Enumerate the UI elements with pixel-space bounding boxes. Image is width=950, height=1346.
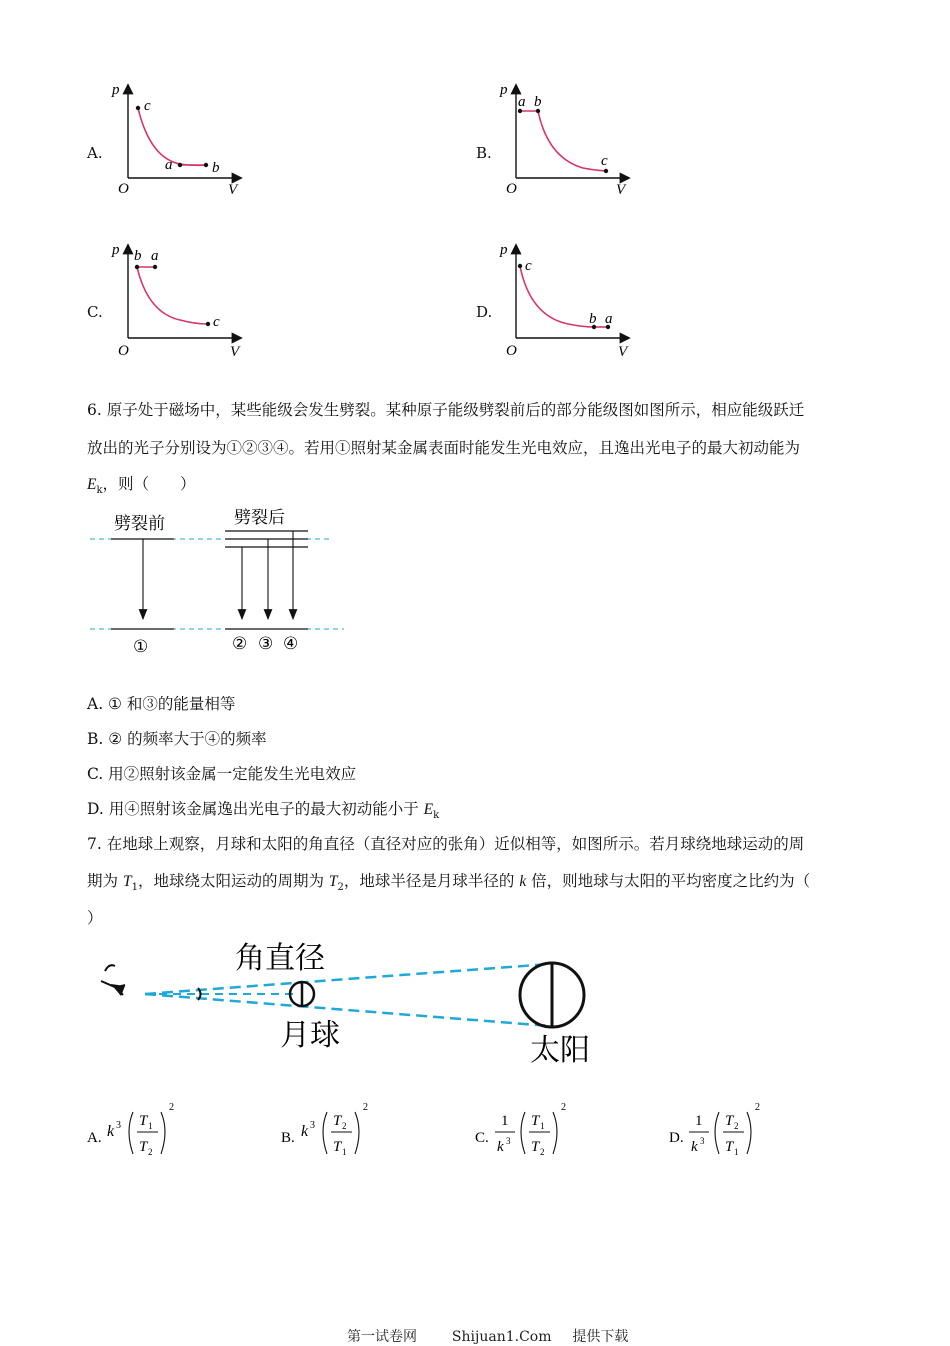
q5-option-a-graph — [100, 78, 260, 198]
svg-text:T: T — [139, 1139, 148, 1155]
svg-text:④: ④ — [283, 634, 299, 653]
svg-text:T: T — [333, 1139, 342, 1155]
q5-option-d-graph — [488, 238, 648, 360]
svg-text:B.: B. — [281, 1130, 295, 1146]
svg-text:1: 1 — [342, 1147, 347, 1157]
svg-text:T: T — [333, 1113, 342, 1129]
svg-text:V: V — [230, 344, 240, 360]
svg-text:k: k — [107, 1123, 115, 1140]
svg-text:2: 2 — [561, 1102, 566, 1113]
svg-text:2: 2 — [342, 1121, 347, 1131]
svg-text:3: 3 — [700, 1136, 705, 1146]
svg-text:c: c — [525, 258, 532, 274]
q7-option-b[interactable] — [281, 1102, 368, 1157]
q5-option-d-label: D. — [476, 303, 493, 321]
svg-text:2: 2 — [755, 1102, 760, 1113]
svg-text:k: k — [691, 1139, 698, 1155]
q7-stem-line2: 期为 $T_1$，地球绕太阳运动的周期为 $T_2$，地球半径是月球半径的 k 倍，则地球与太阳的平均密度之比约为（ — [87, 872, 811, 894]
q6-stem-line2: 放出的光子分别设为①②③④。若用①照射某金属表面时能发生光电效应，且逸出光电子的最大初动能为 — [87, 439, 801, 457]
svg-text:2: 2 — [169, 1102, 174, 1113]
svg-text:3: 3 — [506, 1136, 511, 1146]
svg-text:k: k — [497, 1139, 504, 1155]
svg-text:1: 1 — [148, 1121, 153, 1131]
svg-text:2: 2 — [540, 1147, 545, 1157]
svg-text:1: 1 — [734, 1147, 739, 1157]
svg-text:T: T — [725, 1139, 734, 1155]
svg-text:2: 2 — [734, 1121, 739, 1131]
svg-text:a: a — [151, 248, 159, 264]
point-c: c — [144, 98, 151, 114]
footer-tagline: 提供下载 — [572, 1329, 629, 1345]
svg-text:p: p — [500, 242, 508, 258]
label-before: 劈裂前 — [114, 514, 165, 533]
q6-option-d[interactable]: D. 用④照射该金属逸出光电子的最大初动能小于 $E_k$ — [87, 800, 440, 822]
svg-text:①: ① — [133, 637, 149, 656]
svg-text:③: ③ — [258, 634, 274, 653]
svg-text:T: T — [725, 1113, 734, 1129]
point-a: a — [165, 157, 173, 173]
q7-option-c[interactable] — [475, 1102, 566, 1157]
q5-option-c-label: C. — [87, 303, 103, 321]
svg-text:b: b — [589, 311, 597, 327]
q5-option-b-graph — [488, 78, 648, 198]
svg-text:a: a — [518, 94, 526, 110]
axis-origin: O — [118, 181, 129, 197]
svg-text:2: 2 — [363, 1102, 368, 1113]
q7-stem-line3: ） — [87, 909, 103, 927]
label-after: 劈裂后 — [234, 508, 285, 527]
svg-text:C.: C. — [475, 1130, 489, 1146]
svg-text:V: V — [618, 344, 628, 360]
svg-text:O: O — [118, 343, 129, 359]
svg-text:T: T — [531, 1139, 540, 1155]
svg-text:p: p — [112, 242, 120, 258]
axis-p: p — [112, 82, 120, 98]
q7-angular-diameter-figure — [95, 938, 605, 1068]
q7-stem-line1: 7. 在地球上观察，月球和太阳的角直径（直径对应的张角）近似相等，如图所示。若月球绕地球运动的周 — [87, 835, 805, 853]
svg-text:1: 1 — [540, 1121, 545, 1131]
svg-text:b: b — [534, 94, 542, 110]
svg-text:A.: A. — [87, 1130, 102, 1146]
svg-text:c: c — [601, 153, 608, 169]
q6-energy-level-figure — [86, 502, 356, 664]
svg-text:1: 1 — [501, 1113, 509, 1129]
footer — [347, 1326, 628, 1346]
footer-site-en[interactable]: Shijuan1.Com — [451, 1329, 552, 1345]
svg-text:3: 3 — [116, 1120, 121, 1131]
q7-options — [85, 1098, 785, 1168]
q7-option-a[interactable] — [87, 1102, 174, 1157]
q6-option-a[interactable]: A. ① 和③的能量相等 — [87, 695, 236, 713]
svg-text:1: 1 — [695, 1113, 703, 1129]
moon-label: 月球 — [280, 1019, 340, 1052]
svg-text:V: V — [616, 182, 626, 198]
angle-label: 角直径 — [235, 942, 325, 975]
q6-option-c[interactable]: C. 用②照射该金属一定能发生光电效应 — [87, 765, 357, 783]
svg-text:O: O — [506, 181, 517, 197]
svg-text:T: T — [139, 1113, 148, 1129]
q5-option-b-label: B. — [476, 144, 492, 162]
q6-option-b[interactable]: B. ② 的频率大于④的频率 — [87, 730, 267, 748]
svg-text:②: ② — [232, 634, 248, 653]
svg-text:2: 2 — [148, 1147, 153, 1157]
axis-v: V — [228, 182, 238, 198]
point-b: b — [212, 160, 220, 176]
svg-text:c: c — [213, 314, 220, 330]
svg-text:k: k — [301, 1123, 309, 1140]
sun-label: 太阳 — [530, 1034, 590, 1067]
footer-site-cn: 第一试卷网 — [347, 1329, 417, 1345]
q5-option-c-graph — [100, 238, 260, 360]
q7-option-d[interactable] — [669, 1102, 760, 1157]
svg-text:p: p — [500, 82, 508, 98]
svg-text:a: a — [605, 311, 613, 327]
q6-stem-line3: $E_k$，则（ ） — [87, 475, 196, 497]
svg-text:T: T — [531, 1113, 540, 1129]
svg-text:O: O — [506, 343, 517, 359]
svg-text:b: b — [134, 248, 142, 264]
svg-text:D.: D. — [669, 1130, 684, 1146]
q5-option-a-label: A. — [87, 144, 103, 162]
q6-stem-line1: 6. 原子处于磁场中，某些能级会发生劈裂。某种原子能级劈裂前后的部分能级图如图所示，相应能级跃迁 — [87, 401, 805, 419]
svg-text:3: 3 — [310, 1120, 315, 1131]
